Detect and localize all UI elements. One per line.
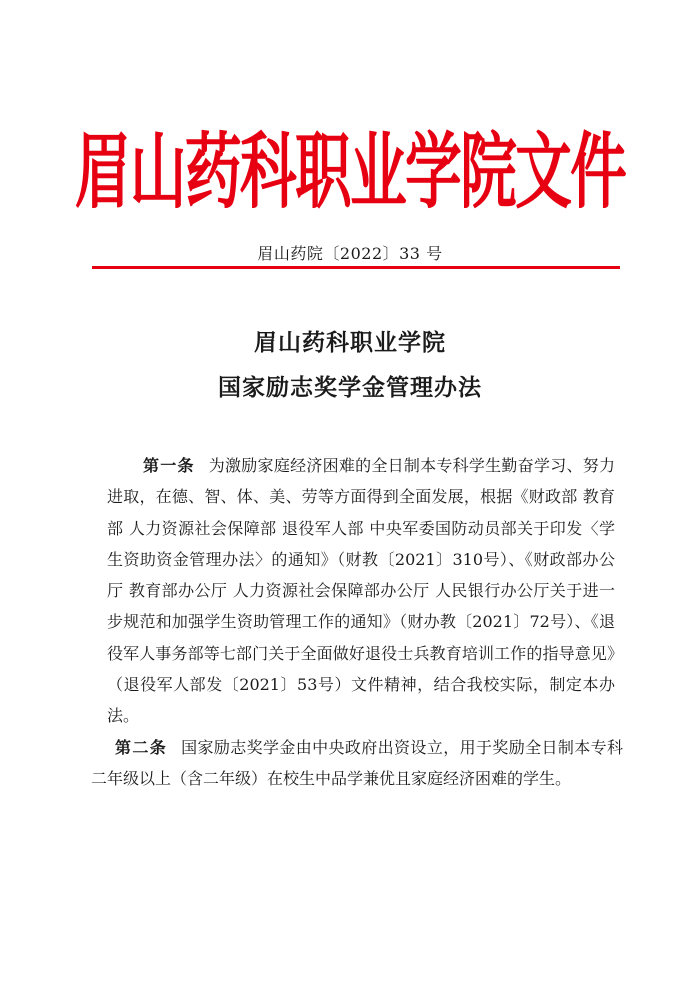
article-label: 第一条 [143,456,195,475]
masthead-title: 眉山药科职业学院文件 [74,122,626,220]
article-paragraph [91,732,623,795]
red-divider-line [92,266,620,269]
document-title-line-2: 国家励志奖学金管理办法 [218,374,482,401]
document-body [91,450,623,794]
article-text: 为激励家庭经济困难的全日制本专科学生勤奋学习、努力进取，在德、智、体、美、劳等方面得到全面发展，根据《财政部 教育部 人力资源社会保障部 退役军人部 中央军委国防动员部关于印发〈学生资助资金管理办法〉的通知》（财教〔2021〕310号）、《财政部办公厅 教育部办公厅 人力资源社会保障部办公厅 人民银行办公厅关于进一步规范和加强学生资助管理工作的通知》（财办教〔2021〕72号）、《退役军人事务部等七部门关于全面做好退役士兵教育培训工作的指导意见》（退役军人部发〔2021〕53号）文件精神，结合我校实际，制定本办法。 [107,456,615,726]
document-number: 眉山药院〔2022〕33 号 [257,244,443,263]
article-text: 国家励志奖学金由中央政府出资设立，用于奖励全日制本专科二年级以上（含二年级）在校生中品学兼优且家庭经济困难的学生。 [91,737,623,788]
article-label: 第二条 [115,737,168,757]
document-title-line-1: 眉山药科职业学院 [254,329,446,356]
document-masthead [60,116,640,226]
article-paragraph [107,450,615,732]
